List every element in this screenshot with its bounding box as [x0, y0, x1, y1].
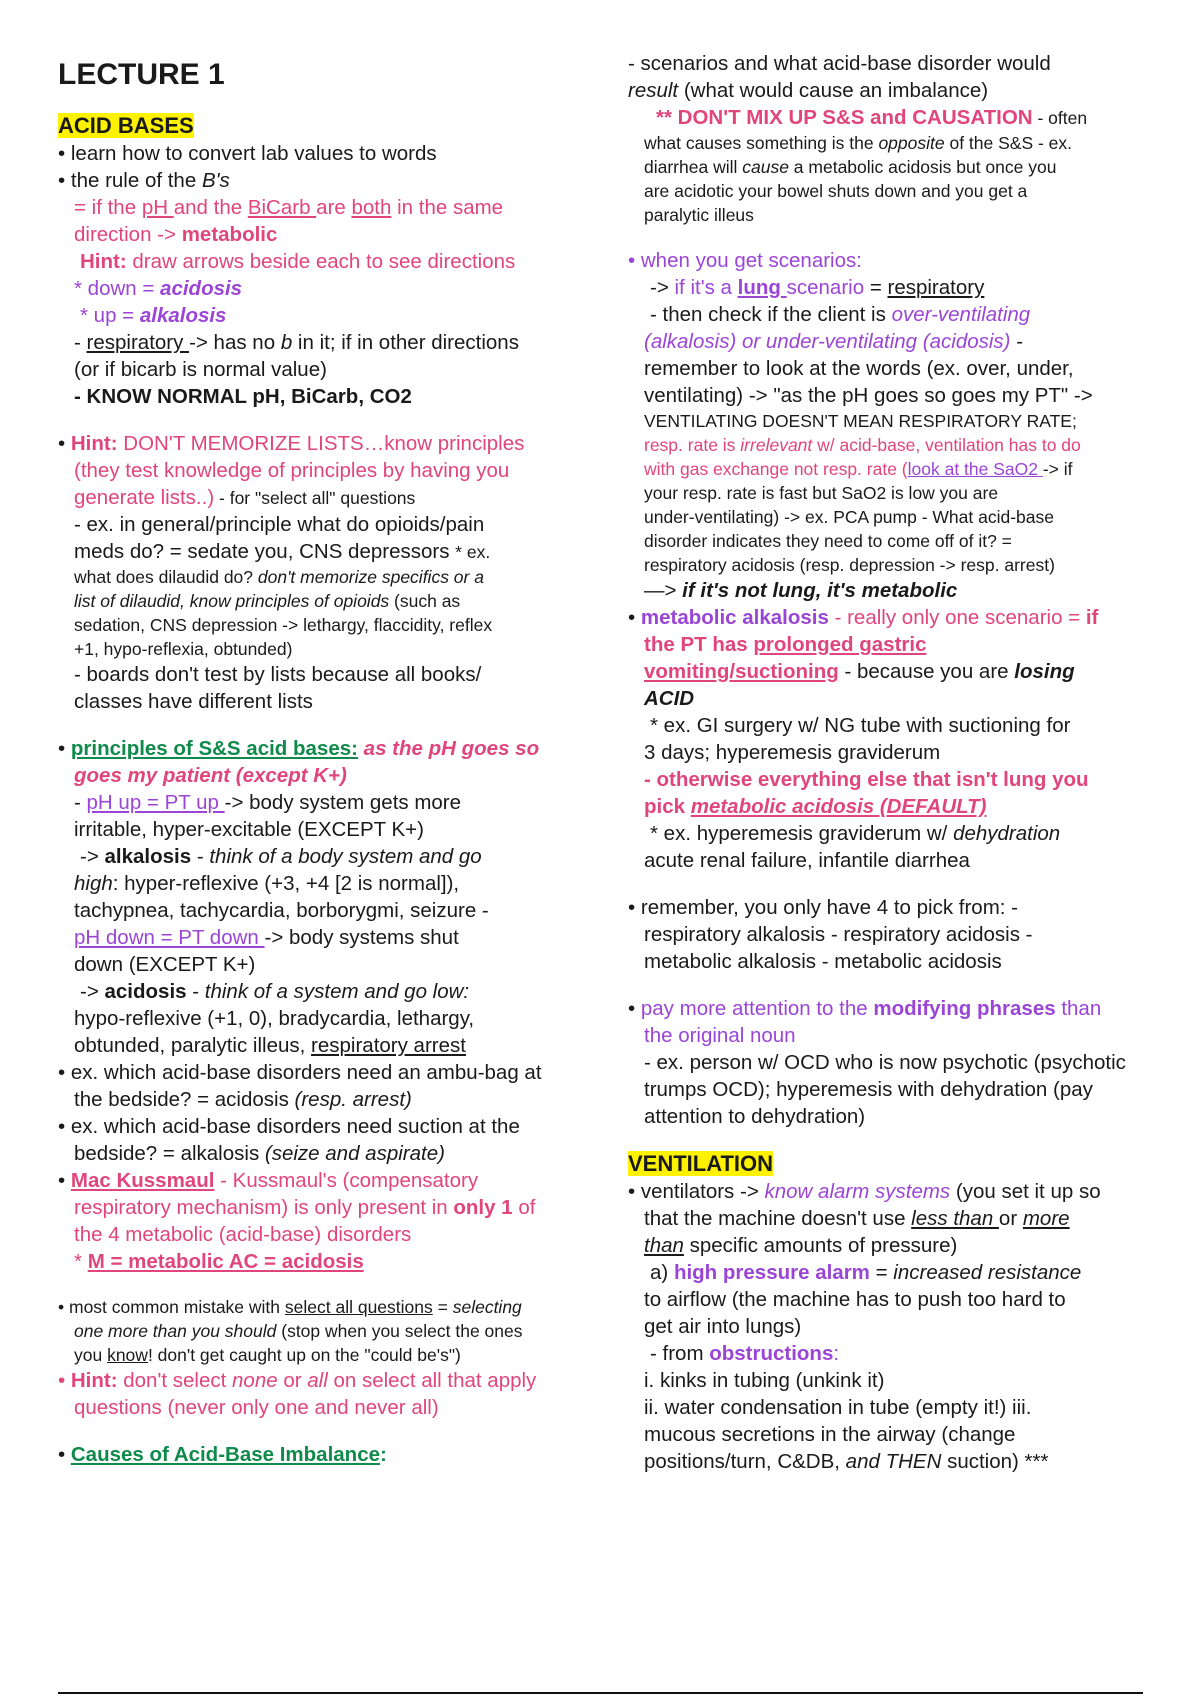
note-line: 3 days; hyperemesis graviderum: [644, 741, 941, 764]
note-line: i. kinks in tubing (unkink it): [644, 1369, 885, 1392]
note-line: - KNOW NORMAL pH, BiCarb, CO2: [74, 385, 412, 408]
note-line: remember to look at the words (ex. over, under,: [644, 357, 1074, 380]
note-line: resp. rate is irrelevant w/ acid-base, ventilation has to do: [644, 435, 1081, 455]
note-line: • learn how to convert lab values to words: [58, 142, 437, 165]
note-line: • ex. which acid-base disorders need an ambu-bag at: [58, 1061, 542, 1084]
note-line: -> acidosis - think of a system and go low:: [80, 980, 470, 1003]
note-line: (they test knowledge of principles by having you: [74, 459, 510, 482]
note-line: Hint: draw arrows beside each to see directions: [80, 250, 516, 273]
note-line: * ex. hyperemesis graviderum w/ dehydration: [650, 822, 1061, 845]
bottom-divider: [58, 1692, 1143, 1694]
note-line: high: hyper-reflexive (+3, +4 [2 is normal]),: [74, 872, 460, 895]
note-line: - pH up = PT up -> body system gets more: [74, 791, 462, 814]
note-line: generate lists..) - for "select all" questions: [74, 486, 416, 509]
note-line: VENTILATING DOESN'T MEAN RESPIRATORY RATE;: [644, 411, 1077, 431]
note-line: diarrhea will cause a metabolic acidosis but once you: [644, 157, 1057, 177]
note-line: - respiratory -> has no b in it; if in other directions: [74, 331, 519, 354]
note-line: the PT has prolonged gastric: [644, 633, 927, 656]
note-line: you know! don't get caught up on the "could be's"): [74, 1345, 461, 1365]
note-line: • pay more attention to the modifying phrases than: [628, 997, 1102, 1020]
note-line: - from obstructions:: [650, 1342, 840, 1365]
note-line: are acidotic your bowel shuts down and you get a: [644, 181, 1028, 201]
note-line: • Hint: DON'T MEMORIZE LISTS…know principles: [58, 432, 525, 455]
note-line: disorder indicates they need to come off of it? =: [644, 531, 1012, 551]
note-line: direction -> metabolic: [74, 223, 278, 246]
note-line: to airflow (the machine has to push too hard to: [644, 1288, 1066, 1311]
note-line: ventilating) -> "as the pH goes so goes my PT" ->: [644, 384, 1093, 407]
note-line: • most common mistake with select all questions = selecting: [58, 1297, 522, 1317]
note-line: • principles of S&S acid bases: as the pH goes so: [58, 737, 540, 760]
note-line: that the machine doesn't use less than or more: [644, 1207, 1070, 1230]
note-line: - ex. in general/principle what do opioids/pain: [74, 513, 485, 536]
note-line: respiratory alkalosis - respiratory acidosis -: [644, 923, 1033, 946]
note-line: • remember, you only have 4 to pick from: -: [628, 896, 1019, 919]
note-line: - ex. person w/ OCD who is now psychotic (psychotic: [644, 1051, 1126, 1074]
note-line: bedside? = alkalosis (seize and aspirate): [74, 1142, 445, 1165]
left-column: [58, 50, 603, 1468]
note-line: attention to dehydration): [644, 1105, 866, 1128]
note-line: -> alkalosis - think of a body system and go: [80, 845, 482, 868]
note-line: • Causes of Acid-Base Imbalance:: [58, 1443, 387, 1466]
note-line: * ex. GI surgery w/ NG tube with suctioning for: [650, 714, 1071, 737]
note-line: • metabolic alkalosis - really only one scenario = if: [628, 606, 1099, 629]
note-line: with gas exchange not resp. rate (look at the SaO2 -> if: [644, 459, 1073, 479]
note-line: - boards don't test by lists because all books/: [74, 663, 482, 686]
page-title: LECTURE 1: [58, 58, 225, 91]
note-line: • ex. which acid-base disorders need suction at the: [58, 1115, 520, 1138]
note-line: acute renal failure, infantile diarrhea: [644, 849, 970, 872]
note-line: what causes something is the opposite of the S&S - ex.: [644, 133, 1073, 153]
note-line: +1, hypo-reflexia, obtunded): [74, 639, 293, 659]
note-line: sedation, CNS depression -> lethargy, flaccidity, reflex: [74, 615, 493, 635]
note-line: pick metabolic acidosis (DEFAULT): [644, 795, 987, 818]
note-line: -> if it's a lung scenario = respiratory: [650, 276, 985, 299]
note-line: * up = alkalosis: [80, 304, 227, 327]
note-line: • ventilators -> know alarm systems (you set it up so: [628, 1180, 1101, 1203]
note-line: paralytic illeus: [644, 205, 754, 225]
note-line: tachypnea, tachycardia, borborygmi, seizure -: [74, 899, 489, 922]
note-line: than specific amounts of pressure): [644, 1234, 958, 1257]
note-line: pH down = PT down -> body systems shut: [74, 926, 459, 949]
note-line: list of dilaudid, know principles of opioids (such as: [74, 591, 461, 611]
note-line: (alkalosis) or under-ventilating (acidosis) -: [644, 330, 1024, 353]
note-line: irritable, hyper-excitable (EXCEPT K+): [74, 818, 424, 841]
note-line: one more than you should (stop when you select the ones: [74, 1321, 523, 1341]
note-line: the original noun: [644, 1024, 796, 1047]
note-line: respiratory acidosis (resp. depression -> resp. arrest): [644, 555, 1055, 575]
note-line: • Hint: don't select none or all on select all that apply: [58, 1369, 537, 1392]
note-line: - otherwise everything else that isn't lung you: [644, 768, 1089, 791]
right-column: [628, 50, 1173, 1475]
note-line: vomiting/suctioning - because you are losing: [644, 660, 1075, 683]
note-line: get air into lungs): [644, 1315, 802, 1338]
note-line: • Mac Kussmaul - Kussmaul's (compensatory: [58, 1169, 479, 1192]
note-line: down (EXCEPT K+): [74, 953, 256, 976]
note-line: * M = metabolic AC = acidosis: [74, 1250, 364, 1273]
note-line: ACID: [644, 687, 695, 710]
note-line: —> if it's not lung, it's metabolic: [644, 579, 958, 602]
note-line: your resp. rate is fast but SaO2 is low you are: [644, 483, 999, 503]
note-line: what does dilaudid do? don't memorize specifics or a: [74, 567, 484, 587]
note-line: under-ventilating) -> ex. PCA pump - What acid-base: [644, 507, 1054, 527]
note-line: • when you get scenarios:: [628, 249, 862, 272]
note-line: positions/turn, C&DB, and THEN suction) ***: [644, 1450, 1049, 1473]
note-line: classes have different lists: [74, 690, 313, 713]
note-line: goes my patient (except K+): [74, 764, 347, 787]
note-line: meds do? = sedate you, CNS depressors * ex.: [74, 540, 491, 563]
note-line: (or if bicarb is normal value): [74, 358, 327, 381]
note-line: result (what would cause an imbalance): [628, 79, 989, 102]
note-line: mucous secretions in the airway (change: [644, 1423, 1016, 1446]
note-line: respiratory mechanism) is only present in only 1 of: [74, 1196, 536, 1219]
note-line: obtunded, paralytic illeus, respiratory arrest: [74, 1034, 466, 1057]
note-line: - then check if the client is over-ventilating: [650, 303, 1031, 326]
note-line: * down = acidosis: [74, 277, 243, 300]
note-line: ii. water condensation in tube (empty it!) iii.: [644, 1396, 1032, 1419]
section-heading-ventilation: VENTILATION: [628, 1151, 774, 1176]
note-line: questions (never only one and never all): [74, 1396, 439, 1419]
note-line: a) high pressure alarm = increased resistance: [650, 1261, 1082, 1284]
note-line: • the rule of the B's: [58, 169, 230, 192]
note-line: the bedside? = acidosis (resp. arrest): [74, 1088, 412, 1111]
note-line: - scenarios and what acid-base disorder would: [628, 52, 1051, 75]
note-line: trumps OCD); hyperemesis with dehydration (pay: [644, 1078, 1093, 1101]
note-line: the 4 metabolic (acid-base) disorders: [74, 1223, 412, 1246]
note-line: = if the pH and the BiCarb are both in the same: [74, 196, 504, 219]
note-line: ** DON'T MIX UP S&S and CAUSATION - often: [656, 106, 1088, 129]
note-line: metabolic alkalosis - metabolic acidosis: [644, 950, 1002, 973]
note-line: hypo-reflexive (+1, 0), bradycardia, lethargy,: [74, 1007, 475, 1030]
section-heading-acid-bases: ACID BASES: [58, 113, 194, 138]
